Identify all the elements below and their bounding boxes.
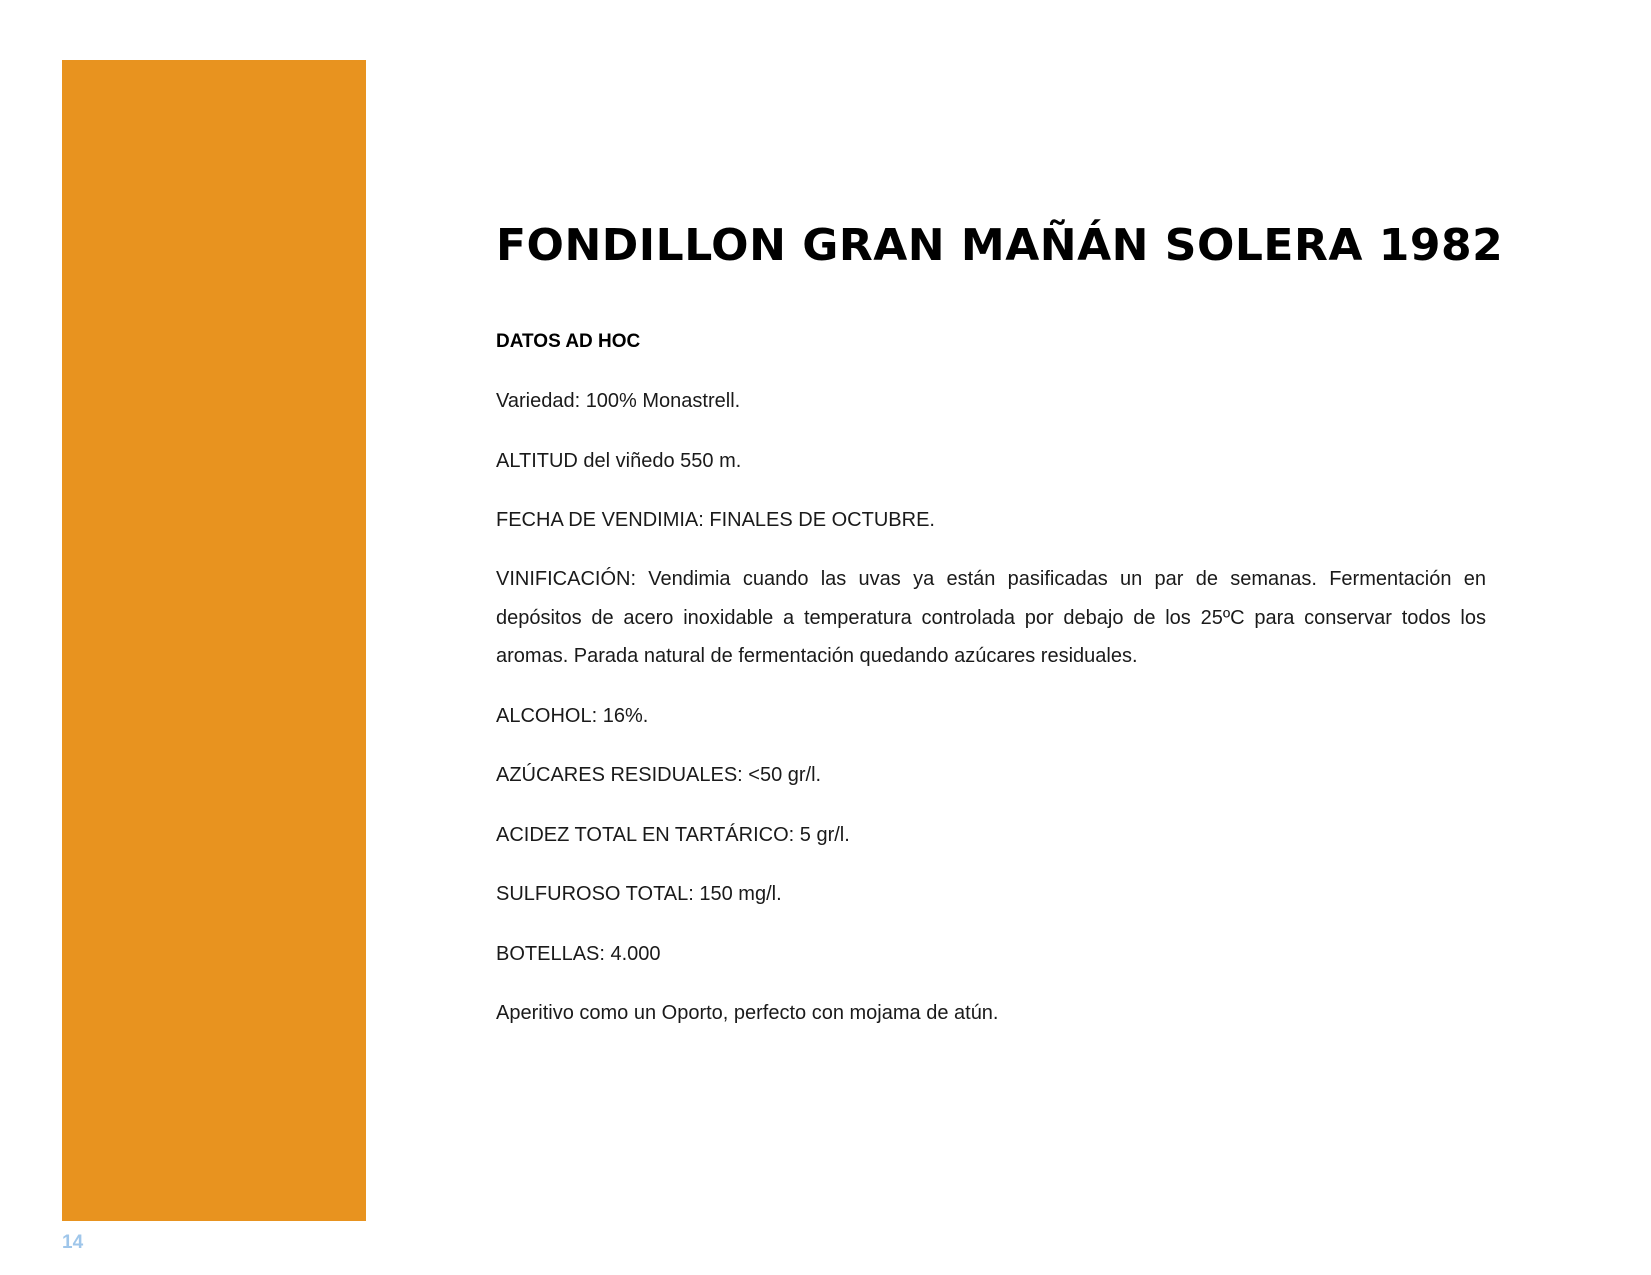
orange-side-bar xyxy=(62,60,366,1221)
document-title: FONDILLON GRAN MAÑÁN SOLERA 1982 xyxy=(496,220,1504,271)
fact-botellas: BOTELLAS: 4.000 xyxy=(496,942,661,965)
fact-vinificacion: VINIFICACIÓN: Vendimia cuando las uvas ya están pasificadas un par de semanas. Fermentación en depósitos de acero inoxidable a temperatura controlada por debajo de los 25ºC para conservar todos los aromas. Parada natural de fermentación quedando azúcares residuales. xyxy=(496,568,1486,667)
fact-variedad: Variedad: 100% Monastrell. xyxy=(496,390,741,412)
section-heading: DATOS AD HOC xyxy=(496,331,641,352)
fact-azucares: AZÚCARES RESIDUALES: <50 gr/l. xyxy=(496,764,822,786)
fact-acidez: ACIDEZ TOTAL EN TARTÁRICO: 5 gr/l. xyxy=(496,823,850,846)
fact-sulfuroso: SULFUROSO TOTAL: 150 mg/l. xyxy=(496,883,782,905)
fact-alcohol: ALCOHOL: 16%. xyxy=(496,704,649,727)
fact-maridaje: Aperitivo como un Oporto, perfecto con mojama de atún. xyxy=(496,1002,999,1024)
fact-fecha-vendimia: FECHA DE VENDIMIA: FINALES DE OCTUBRE. xyxy=(496,509,935,531)
fact-altitud: ALTITUD del viñedo 550 m. xyxy=(496,449,742,472)
page-number: 14 xyxy=(62,1232,84,1253)
document-content xyxy=(496,215,1504,1026)
